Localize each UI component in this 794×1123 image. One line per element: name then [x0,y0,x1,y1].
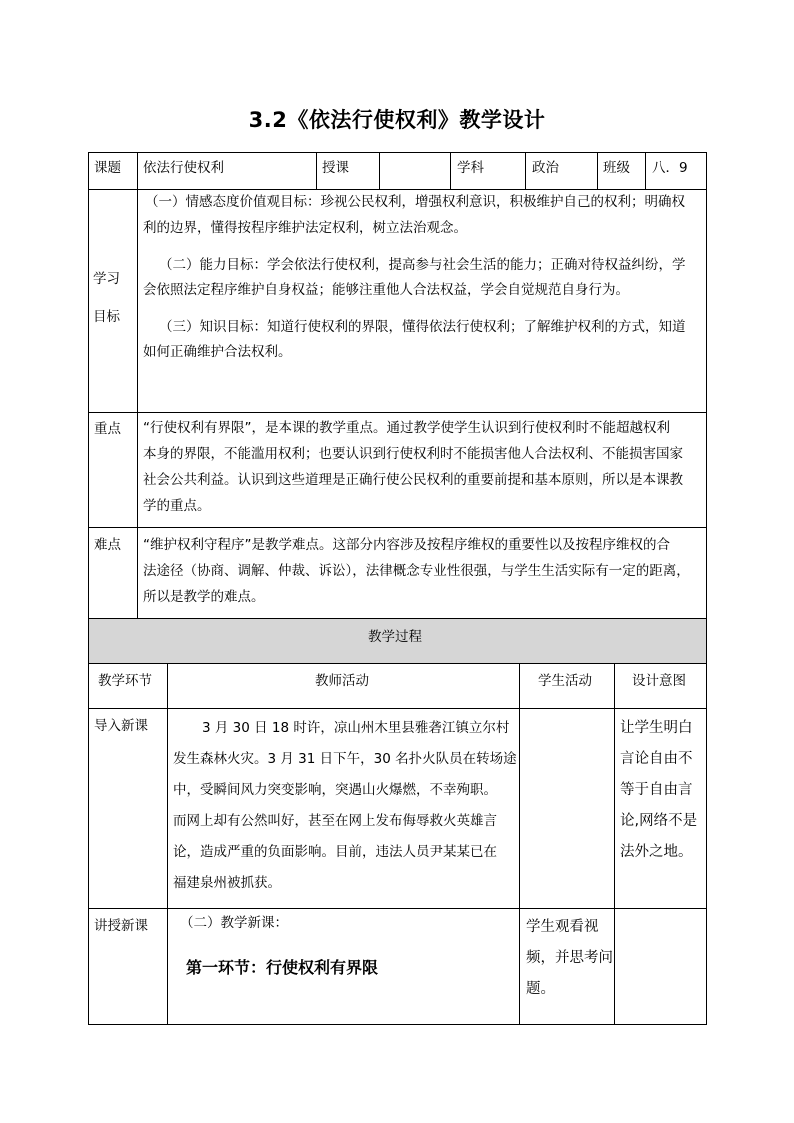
student-activity-line: 频，并思考问 [526,950,613,966]
process-heading: 教学过程 [368,629,422,645]
teacher-activity-heading: 第一环节：行使权利有界限 [186,958,379,977]
student-activity-line: 学生观看视 [526,919,599,935]
col-divider [597,152,598,189]
student-activity-line: 题。 [526,981,555,997]
subject-label: 学科 [457,160,484,176]
teacher-activity-line: 福建泉州被抓获。 [173,875,281,891]
row-divider [88,412,707,413]
teacher-activity-line: 论，造成严重的负面影响。目前，违法人员尹某某已在 [173,844,497,860]
col-divider [525,152,526,189]
teacher-activity-line: 3 月 30 日 18 时许，凉山州木里县雅砻江镇立尔村 [202,720,510,736]
key-point-text: 学的重点。 [143,498,211,514]
stage-cell: 讲授新课 [94,918,148,934]
objectives-label: 学习 [93,271,120,287]
stage-cell: 导入新课 [94,718,148,734]
col-divider [450,152,451,189]
difficult-point-text: 法途径（协商、调解、仲裁、诉讼），法律概念专业性很强，与学生生活实际有一定的距离， [143,563,690,579]
teacher-activity-line: 而网上却有公然叫好，甚至在网上发布侮辱救火英雄言 [173,813,497,829]
table-border-left [88,152,89,1025]
col-header-student: 学生活动 [538,673,592,689]
course-label: 课题 [94,160,121,176]
teacher-activity-line: 发生森林火灾。3 月 31 日下午，30 名扑火队员在转场途 [173,751,517,767]
col-divider [316,152,317,189]
objective-item: 如何正确维护合法权利。 [143,344,292,360]
course-value: 依法行使权利 [143,160,224,176]
key-point-text: “行使权利有界限”，是本课的教学重点。通过教学使学生认识到行使权利时不能超越权利 [143,420,670,436]
key-point-text: 社会公共利益。认识到这些道理是正确行使公民权利的重要前提和基本原则，所以是本课教 [143,472,683,488]
design-intent-line: 让学生明白 [620,720,693,736]
difficult-point-label: 难点 [94,537,121,553]
design-intent-line: 等于自由言 [620,782,693,798]
objective-item: 利的边界，懂得按程序维护法定权利，树立法治观念。 [143,220,467,236]
col-divider [379,152,380,189]
teacher-activity-subheading: （二）教学新课： [180,915,288,931]
class-value: 八．9 [652,160,688,176]
difficult-point-text: 所以是教学的难点。 [143,589,265,605]
col-header-intent: 设计意图 [632,673,686,689]
col-divider [614,663,615,1024]
teacher-activity-line: 中，受瞬间风力突变影响，突遇山火爆燃，不幸殉职。 [173,782,497,798]
key-point-label: 重点 [94,421,121,437]
difficult-point-text: “维护权利守程序”是教学难点。这部分内容涉及按程序维权的重要性以及按程序维权的合 [143,537,670,553]
design-intent-line: 法外之地。 [620,844,693,860]
col-header-stage: 教学环节 [98,673,152,689]
document-title: 3.2《依法行使权利》教学设计 [248,108,546,132]
class-label: 班级 [603,160,630,176]
col-divider [519,663,520,1024]
col-header-teacher: 教师活动 [315,673,369,689]
col-divider [645,152,646,189]
table-border-right [706,152,707,1025]
objective-item: 会依照法定程序维护自身权益；能够注重他人合法权益，学会自觉规范自身行为。 [143,282,629,298]
objective-item: （三）知识目标：知道行使权利的界限，懂得依法行使权利；了解维护权利的方式，知道 [159,319,686,335]
design-intent-line: 论,网络不是 [620,813,698,829]
subject-value: 政治 [532,160,559,176]
objective-item: （二）能力目标：学会依法行使权利，提高参与社会生活的能力；正确对待权益纠纷，学 [159,257,686,273]
table-border-top [88,152,707,153]
key-point-text: 本身的界限，不能滥用权利；也要认识到行使权利时不能损害他人合法权利、不能损害国家 [143,446,683,462]
teacher-label: 授课 [322,160,349,176]
design-intent-line: 言论自由不 [620,751,693,767]
objectives-label: 目标 [93,309,120,325]
row-divider [88,527,707,528]
table-border-bottom [88,1024,707,1025]
col-divider [137,152,138,189]
objective-item: （一）情感态度价值观目标：珍视公民权利，增强权利意识，积极维护自己的权利；明确权 [145,194,685,210]
col-divider [167,663,168,1024]
col-divider [137,189,138,618]
